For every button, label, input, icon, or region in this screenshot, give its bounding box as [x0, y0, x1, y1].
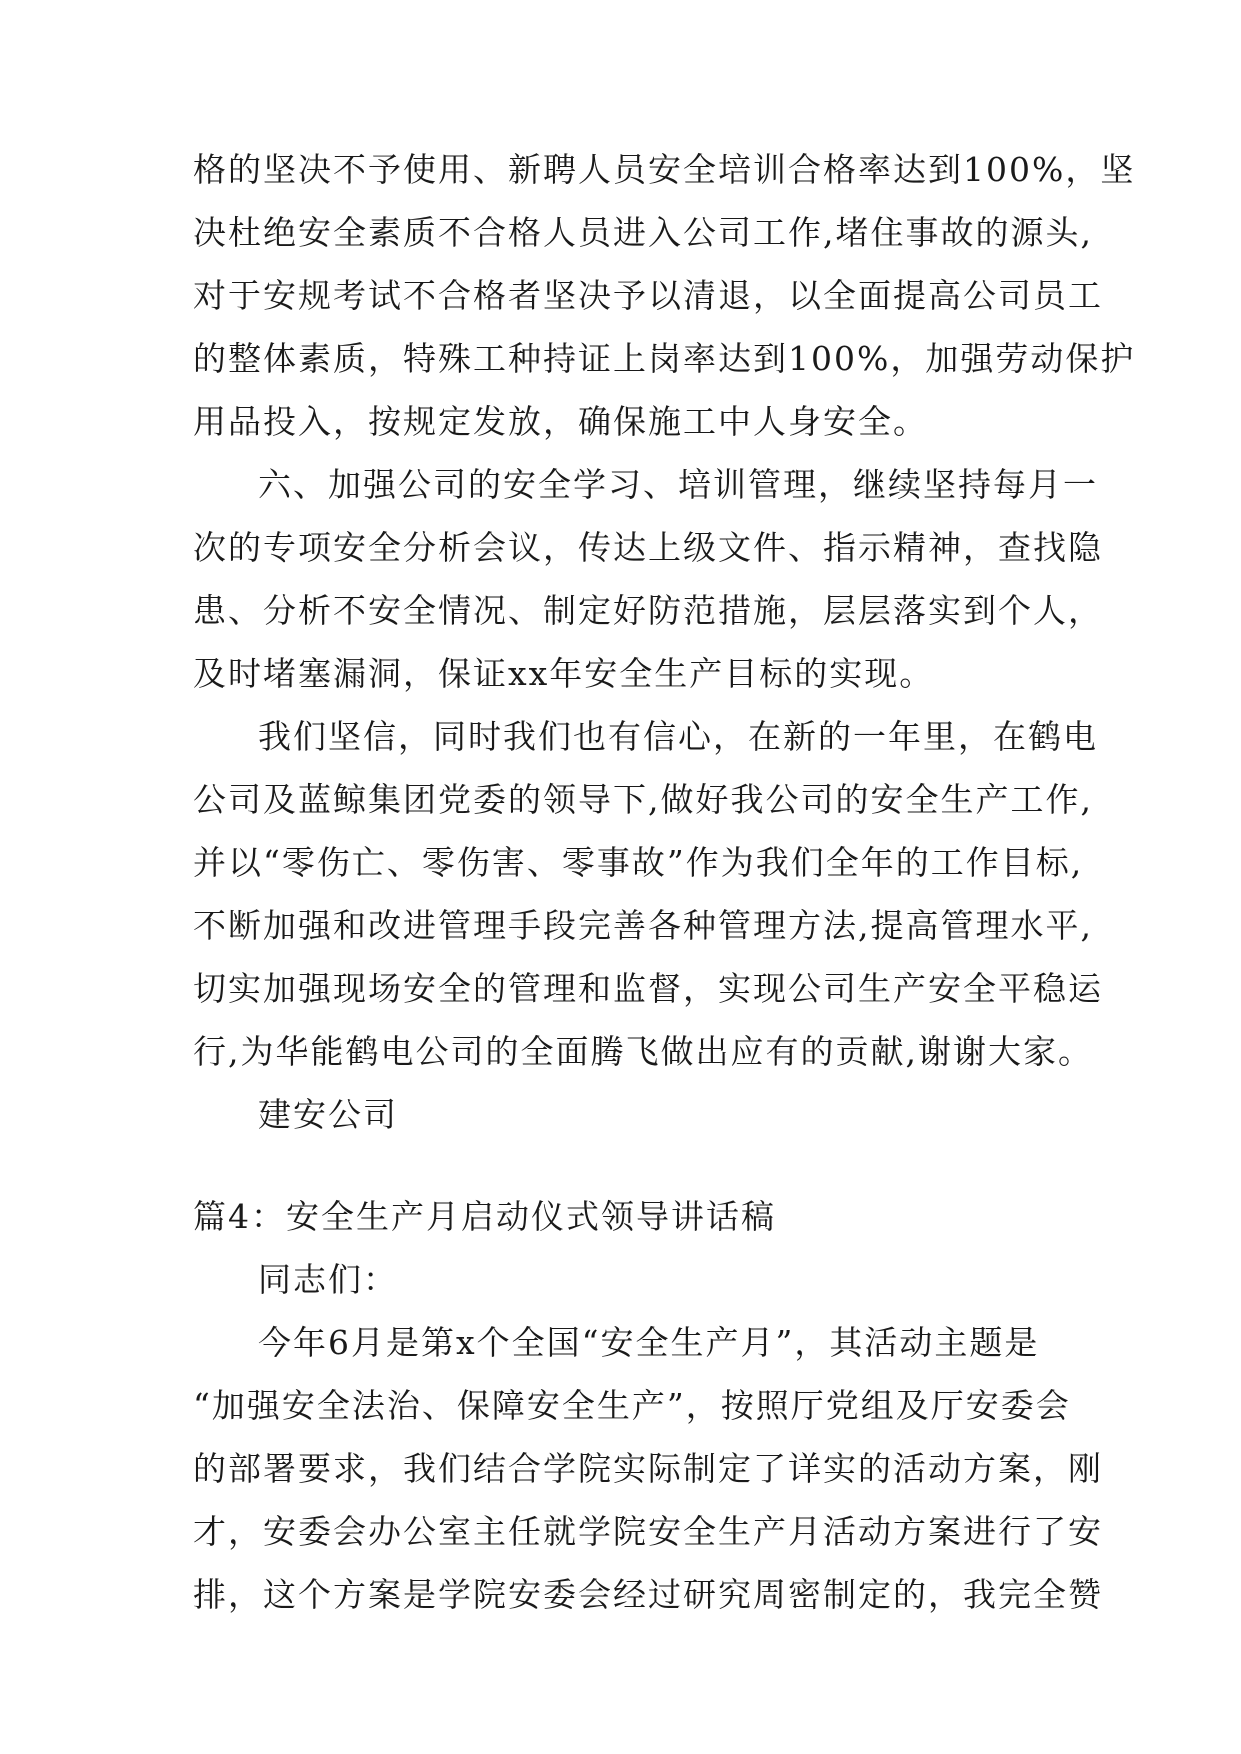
text-line: 公司及蓝鲸集团党委的领导下,做好我公司的安全生产工作,: [193, 780, 1093, 819]
paragraph-start-line: 六、加强公司的安全学习、培训管理，继续坚持每月一: [258, 465, 1098, 504]
text-line: 的部署要求，我们结合学院实际制定了详实的活动方案，刚: [193, 1449, 1103, 1488]
salutation-line: 同志们：: [258, 1260, 398, 1299]
text-line: 用品投入，按规定发放，确保施工中人身安全。: [193, 402, 928, 441]
text-line: 的整体素质，特殊工种持证上岗率达到100%，加强劳动保护: [193, 339, 1136, 378]
text-line: “加强安全法治、保障安全生产”，按照厅党组及厅安委会: [193, 1386, 1071, 1425]
text-line: 对于安规考试不合格者坚决予以清退，以全面提高公司员工: [193, 276, 1103, 315]
text-line: 及时堵塞漏洞，保证xx年安全生产目标的实现。: [193, 654, 935, 693]
section-heading: 篇4：安全生产月启动仪式领导讲话稿: [193, 1197, 776, 1236]
text-line: 并以“零伤亡、零伤害、零事故”作为我们全年的工作目标,: [193, 843, 1084, 882]
text-line: 行,为华能鹤电公司的全面腾飞做出应有的贡献,谢谢大家。: [193, 1032, 1093, 1071]
text-line: 排，这个方案是学院安委会经过研究周密制定的，我完全赞: [193, 1575, 1103, 1614]
text-line: 决杜绝安全素质不合格人员进入公司工作,堵住事故的源头,: [193, 213, 1093, 252]
text-line: 才，安委会办公室主任就学院安全生产月活动方案进行了安: [193, 1512, 1103, 1551]
text-line: 次的专项安全分析会议，传达上级文件、指示精神，查找隐: [193, 528, 1103, 567]
text-line: 切实加强现场安全的管理和监督，实现公司生产安全平稳运: [193, 969, 1103, 1008]
paragraph-start-line: 今年6月是第x个全国“安全生产月”，其活动主题是: [258, 1323, 1040, 1362]
paragraph-start-line: 我们坚信，同时我们也有信心，在新的一年里，在鹤电: [258, 717, 1098, 756]
text-line: 格的坚决不予使用、新聘人员安全培训合格率达到100%，坚: [193, 150, 1136, 189]
text-line: 不断加强和改进管理手段完善各种管理方法,提高管理水平,: [193, 906, 1093, 945]
text-line: 患、分析不安全情况、制定好防范措施，层层落实到个人，: [193, 591, 1103, 630]
signature-line: 建安公司: [258, 1095, 398, 1134]
